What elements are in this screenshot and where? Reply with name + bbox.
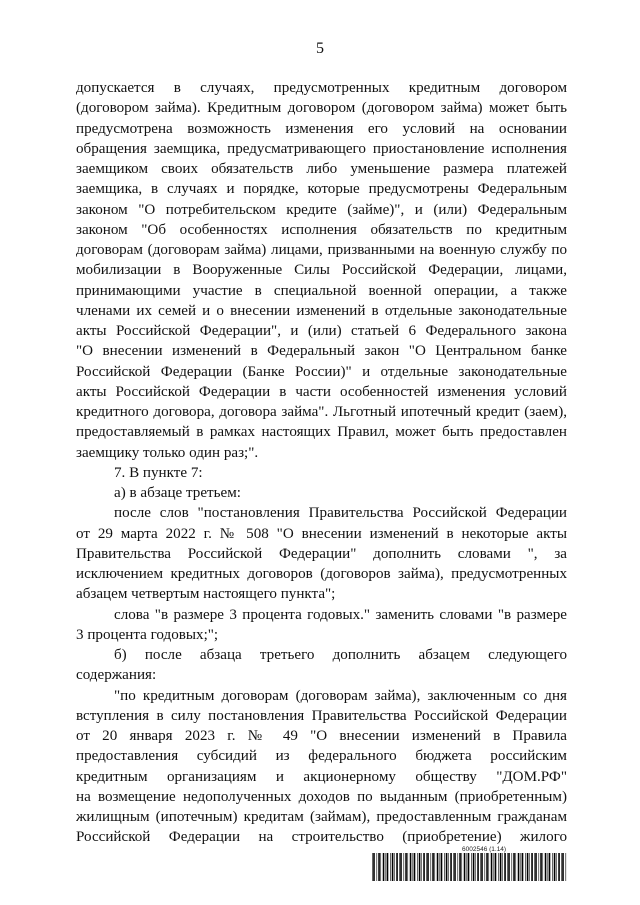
- barcode-bar: [494, 853, 495, 881]
- barcode-bar: [440, 853, 441, 881]
- barcode-bar: [410, 853, 412, 881]
- barcode-bar: [372, 853, 373, 881]
- barcode-bar: [504, 853, 506, 881]
- barcode-bar: [377, 853, 378, 881]
- barcode-bar: [554, 853, 556, 881]
- barcode-bar: [426, 853, 427, 881]
- barcode-bar: [390, 853, 391, 881]
- barcode-bar: [534, 853, 535, 881]
- barcode-bar: [522, 853, 524, 881]
- text-line: абзацем четвертым настоящего пункта";: [76, 586, 336, 603]
- barcode-bar: [437, 853, 439, 881]
- barcode-bar: [454, 853, 456, 881]
- barcode-bar: [542, 853, 543, 881]
- barcode-bar: [531, 853, 533, 881]
- barcode-bar: [529, 853, 530, 881]
- barcode-bar: [453, 853, 454, 881]
- text-line: на возмещение недополученных доходов по выданным (приобретенным): [76, 788, 567, 805]
- text-line: 7. В пункте 7:: [114, 464, 203, 481]
- barcode-bar: [475, 853, 476, 881]
- barcode-bar: [432, 853, 434, 881]
- barcode-bar: [413, 853, 414, 881]
- barcode-bar: [400, 853, 402, 881]
- text-line: заемщику только один раз;".: [76, 444, 259, 461]
- barcode-bar: [417, 853, 418, 881]
- barcode-bar: [488, 853, 489, 881]
- text-line: "по кредитным договорам (договорам займа), заключенным со дня: [114, 687, 567, 704]
- text-line: законом "Об особенностях исполнения обязательств по кредитным: [76, 221, 567, 238]
- text-line: заемщиком своих обязательств либо уменьшение размера платежей: [76, 161, 567, 177]
- barcode-bar: [512, 853, 513, 881]
- document-body: [76, 78, 567, 848]
- barcode-bar: [467, 853, 468, 881]
- barcode-bar: [515, 853, 516, 881]
- text-line: кредитным организациям и акционерному обществу "ДОМ.РФ": [76, 768, 567, 785]
- barcode-bar: [558, 853, 560, 881]
- text-line: принимающими участие в специальной военной операции, а также: [76, 282, 567, 299]
- barcode-bar: [405, 853, 407, 881]
- barcode-bar: [481, 853, 483, 881]
- page-number: 5: [316, 40, 324, 57]
- text-line: содержания:: [76, 667, 157, 684]
- text-line: после слов "постановления Правительства Российской Федерации: [114, 505, 567, 522]
- barcode-bar: [513, 853, 515, 881]
- barcode-bar: [404, 853, 405, 881]
- barcode-bar: [521, 853, 522, 881]
- barcode-bar: [448, 853, 449, 881]
- barcode-bar: [556, 853, 557, 881]
- barcode-bar: [525, 853, 526, 881]
- barcode-bar: [464, 853, 466, 881]
- barcode-bar: [502, 853, 503, 881]
- barcode-bar: [507, 853, 508, 881]
- barcode-bar: [495, 853, 497, 881]
- barcode-bar: [431, 853, 432, 881]
- text-line: акты Российской Федерации в части особенностей изменения условий: [76, 383, 567, 400]
- text-line: Российской Федерации на строительство (приобретение) жилого: [76, 829, 567, 846]
- barcode-bar: [468, 853, 470, 881]
- barcode-bar: [540, 853, 542, 881]
- barcode-bar: [423, 853, 425, 881]
- barcode-bar: [527, 853, 529, 881]
- barcode-bar: [378, 853, 380, 881]
- barcode-bar: [387, 853, 389, 881]
- text-line: договорам (договорам займа) лицами, призванными на военную службу по: [76, 242, 567, 258]
- barcode-bar: [394, 853, 395, 881]
- barcode-bar: [446, 853, 448, 881]
- text-line: Российской Федерации (Банке России)" и отдельные законодательные: [76, 363, 567, 380]
- text-line: жилищным (ипотечным) кредитам (займам), предоставленным гражданам: [76, 809, 567, 825]
- barcode-bar: [392, 853, 394, 881]
- text-line: членами их семей и о внесении изменений в отдельные законодательные: [76, 302, 567, 319]
- barcode-bar: [444, 853, 445, 881]
- barcode-bar: [434, 853, 435, 881]
- text-line: предусмотрена возможность изменения его условий на основании: [76, 120, 567, 137]
- text-line: законом "О потребительском кредите (займе)", и (или) Федеральным: [76, 201, 567, 218]
- text-line: вступления в силу постановления Правительства Российской Федерации: [76, 707, 567, 724]
- barcode-bar: [459, 853, 461, 881]
- barcode-bar: [477, 853, 479, 881]
- barcode-bar: [498, 853, 499, 881]
- barcode-bar: [419, 853, 421, 881]
- barcode-bar: [552, 853, 553, 881]
- barcode-bar: [549, 853, 551, 881]
- barcode-bar: [396, 853, 398, 881]
- barcode-bar: [421, 853, 422, 881]
- barcode-bar: [535, 853, 537, 881]
- barcode-bar: [473, 853, 475, 881]
- barcode-bar: [458, 853, 459, 881]
- text-line: заемщика, в случаях и порядке, которые предусмотрены Федеральным: [76, 181, 567, 198]
- text-line: предоставляемый в рамках настоящих Правил, может быть предоставлен: [76, 424, 567, 441]
- barcode-bar: [491, 853, 493, 881]
- text-line: предоставления субсидий из федерального бюджета российским: [76, 748, 567, 765]
- barcode-bar: [461, 853, 462, 881]
- barcode-bar: [500, 853, 502, 881]
- text-line: (договором займа). Кредитным договором (договором займа) может быть: [76, 100, 567, 117]
- document-code: 6002546 (1.14): [462, 846, 507, 853]
- text-line: 3 процента годовых;";: [76, 626, 219, 643]
- text-line: б) после абзаца третьего дополнить абзацем следующего: [114, 647, 567, 663]
- barcode-bar: [386, 853, 387, 881]
- text-line: допускается в случаях, предусмотренных кредитным договором: [76, 80, 567, 96]
- barcode-bar: [566, 853, 567, 881]
- barcode-bar: [508, 853, 510, 881]
- barcode-bar: [427, 853, 429, 881]
- barcode-bar: [450, 853, 452, 881]
- barcode-bar: [485, 853, 486, 881]
- barcode-bar: [414, 853, 416, 881]
- barcode-bar: [562, 853, 564, 881]
- barcode-bar: [441, 853, 443, 881]
- barcode-bar: [471, 853, 472, 881]
- text-line: Правительства Российской Федерации" дополнить словами ", за: [76, 545, 567, 562]
- text-line: а) в абзаце третьем:: [114, 485, 241, 501]
- barcode-bar: [380, 853, 381, 881]
- text-line: кредитного договора, договора займа". Льготный ипотечный кредит (заем),: [76, 404, 567, 420]
- barcode-bar: [518, 853, 520, 881]
- text-line: "О внесении изменений в Федеральный закон "О Центральном банке: [76, 343, 567, 360]
- text-line: акты Российской Федерации", и (или) статьей 6 Федерального закона: [76, 323, 567, 339]
- barcode-bar: [548, 853, 549, 881]
- barcode-bar: [545, 853, 547, 881]
- text-line: исключением кредитных договоров (договоров займа), предусмотренных: [76, 566, 567, 582]
- text-line: обращения заемщика, предусматривающего приостановление исполнения: [76, 140, 567, 157]
- text-line: от 29 марта 2022 г. № 508 "О внесении изменений в некоторые акты: [76, 525, 567, 542]
- barcode-bar: [383, 853, 385, 881]
- barcode-bar: [561, 853, 562, 881]
- text-line: мобилизации в Вооруженные Силы Российской Федерации, лицами,: [76, 262, 567, 279]
- text-line: от 20 января 2023 г. № 49 "О внесении изменений в Правила: [76, 728, 567, 744]
- barcode-bar: [373, 853, 375, 881]
- barcode-bar: [486, 853, 488, 881]
- text-line: слова "в размере 3 процента годовых." заменить словами "в размере: [114, 606, 567, 623]
- barcode-bar: [407, 853, 408, 881]
- barcode-bar: [480, 853, 481, 881]
- barcode-bar: [539, 853, 540, 881]
- barcode-bar: [399, 853, 400, 881]
- barcode-image: [372, 853, 568, 881]
